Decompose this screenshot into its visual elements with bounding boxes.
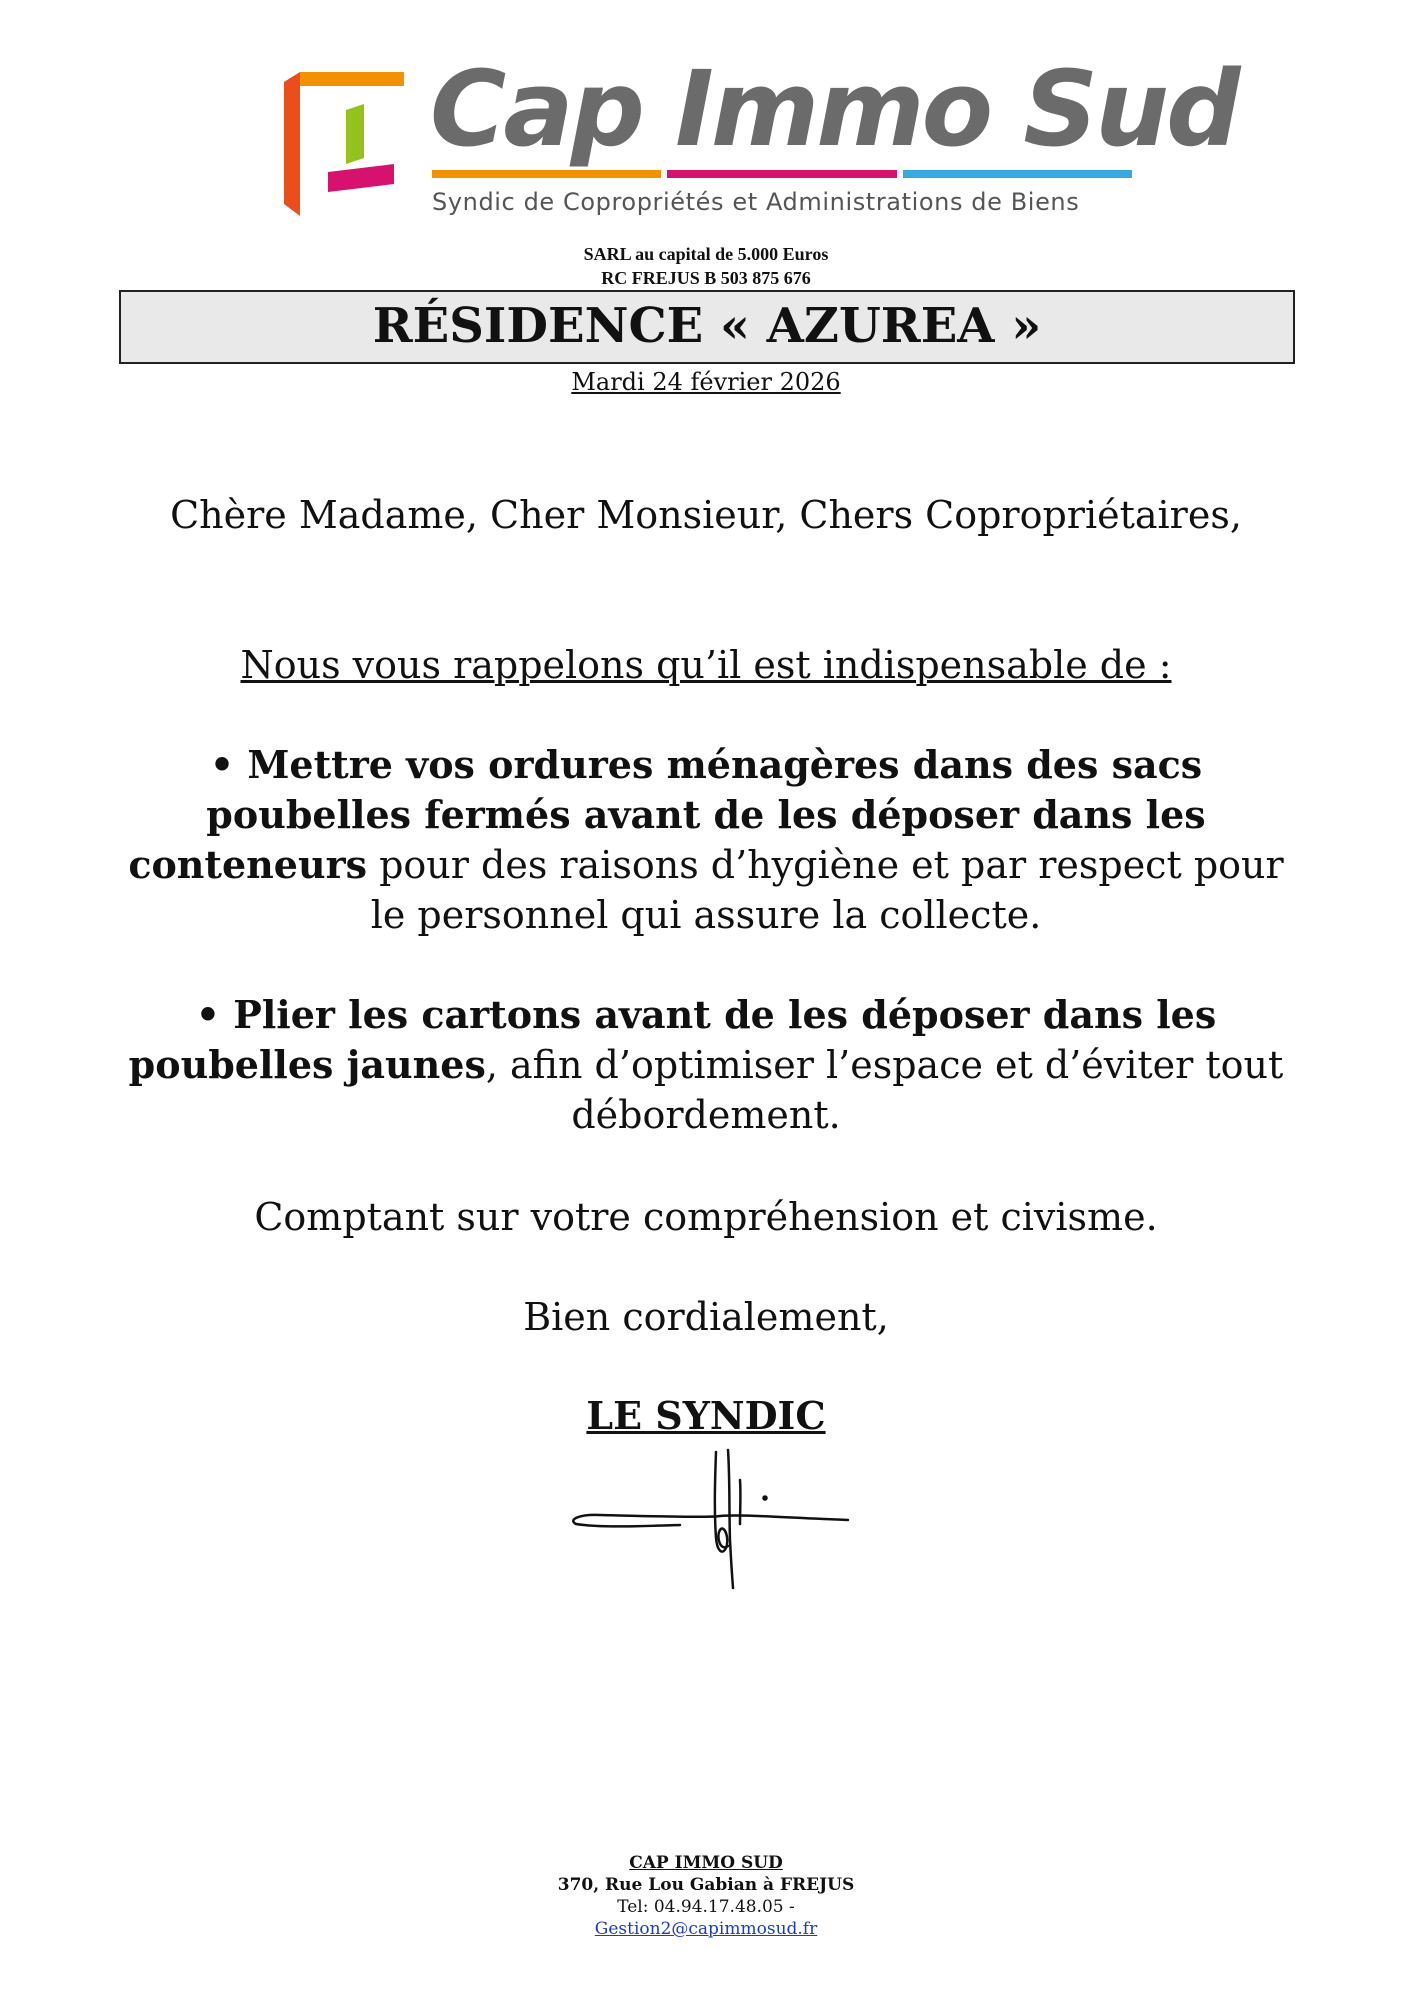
- logo-title: Cap Immo Sud: [430, 48, 1238, 170]
- footer: [0, 1852, 1412, 1940]
- letter-date: Mardi 24 février 2026: [571, 368, 841, 396]
- instruction-1-bold: • Mettre vos ordures ménagères dans des sacs poubelles fermés avant de les déposer dans les conteneurs: [128, 742, 1206, 887]
- footer-address: 370, Rue Lou Gabian à FREJUS: [557, 1875, 855, 1895]
- instruction-item-1: [120, 740, 1292, 940]
- company-capital: SARL au capital de 5.000 Euros: [583, 244, 829, 264]
- signature-icon: [560, 1440, 860, 1590]
- logo-subtitle: Syndic de Copropriétés et Administrations de Biens: [432, 188, 1080, 216]
- company-rc: RC FREJUS B 503 875 676: [601, 268, 811, 288]
- instruction-2-bold: • Plier les cartons avant de les déposer dans les poubelles jaunes: [128, 992, 1217, 1087]
- closing-line: Comptant sur votre compréhension et civisme.: [254, 1195, 1158, 1239]
- greeting: Chère Madame, Cher Monsieur, Chers Copropriétaires,: [170, 493, 1242, 537]
- logo-color-bars: [432, 170, 1132, 178]
- instruction-1-rest: pour des raisons d’hygiène et par respect pour le personnel qui assure la collecte.: [367, 843, 1284, 937]
- signatory-title: LE SYNDIC: [586, 1393, 826, 1438]
- instruction-item-2: [120, 990, 1292, 1140]
- residence-title: RÉSIDENCE « AZUREA »: [119, 290, 1295, 364]
- salutation: Bien cordialement,: [523, 1295, 889, 1339]
- reminder-text: Nous vous rappelons qu’il est indispensable de :: [240, 643, 1172, 687]
- footer-email-link[interactable]: Gestion2@capimmosud.fr: [594, 1919, 818, 1939]
- footer-phone: Tel: 04.94.17.48.05 -: [617, 1897, 795, 1917]
- reminder-intro: [120, 640, 1292, 690]
- logo-mark-icon: [282, 68, 422, 218]
- footer-company: CAP IMMO SUD: [629, 1853, 783, 1873]
- company-logo: [282, 48, 1238, 230]
- instruction-2-rest: , afin d’optimiser l’espace et d’éviter tout débordement.: [485, 1043, 1284, 1137]
